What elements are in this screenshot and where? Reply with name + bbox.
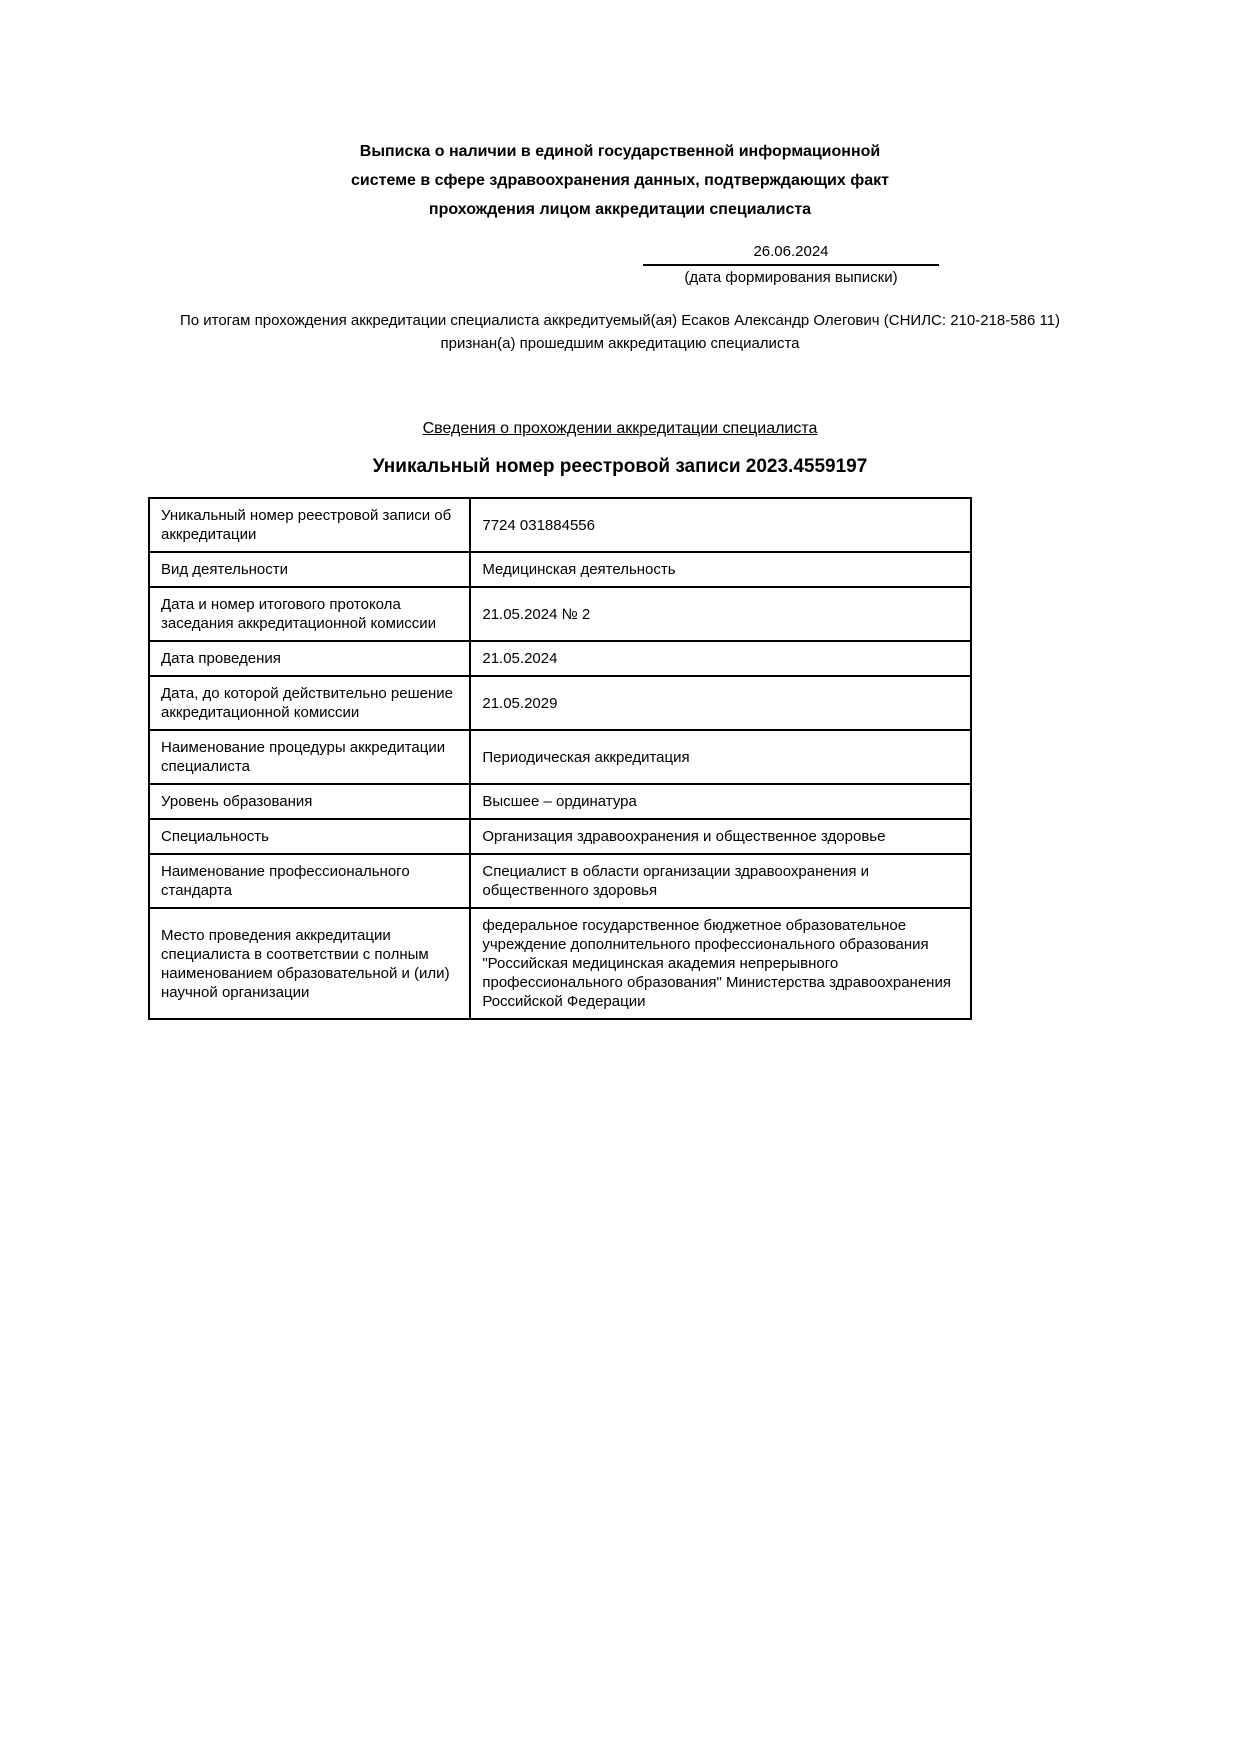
table-row bbox=[149, 552, 971, 587]
section-heading: Сведения о прохождении аккредитации специалиста bbox=[422, 420, 818, 437]
row-label: Специальность bbox=[149, 819, 470, 854]
table-row bbox=[149, 784, 971, 819]
table-row bbox=[149, 819, 971, 854]
table-row bbox=[149, 908, 971, 1019]
document-title-line: Выписка о наличии в единой государственной информационной bbox=[359, 143, 881, 160]
row-label: Вид деятельности bbox=[149, 552, 470, 587]
accreditation-table-body bbox=[149, 498, 971, 1019]
row-label: Дата и номер итогового протокола заседания аккредитационной комиссии bbox=[149, 587, 470, 641]
row-label: Дата, до которой действительно решение аккредитационной комиссии bbox=[149, 676, 470, 730]
row-label: Наименование процедуры аккредитации специалиста bbox=[149, 730, 470, 784]
table-row bbox=[149, 498, 971, 552]
row-label: Наименование профессионального стандарта bbox=[149, 854, 470, 908]
row-value: 7724 031884556 bbox=[470, 498, 971, 552]
row-value: 21.05.2024 № 2 bbox=[470, 587, 971, 641]
row-value: 21.05.2029 bbox=[470, 676, 971, 730]
row-value: Медицинская деятельность bbox=[470, 552, 971, 587]
extract-date-block bbox=[643, 243, 939, 287]
table-row bbox=[149, 730, 971, 784]
document-title bbox=[0, 137, 1240, 224]
row-label: Дата проведения bbox=[149, 641, 470, 676]
row-value: Периодическая аккредитация bbox=[470, 730, 971, 784]
row-value: Высшее – ординатура bbox=[470, 784, 971, 819]
document-title-line: прохождения лицом аккредитации специалиста bbox=[428, 201, 812, 218]
registry-number-heading: Уникальный номер реестровой записи 2023.4559197 bbox=[372, 456, 868, 477]
table-row bbox=[149, 641, 971, 676]
table-row bbox=[149, 676, 971, 730]
intro-line: признан(а) прошедшим аккредитацию специалиста bbox=[440, 335, 800, 352]
intro-paragraph bbox=[0, 309, 1240, 355]
row-label: Место проведения аккредитации специалиста в соответствии с полным наименованием образовательной и (или) научной организации bbox=[149, 908, 470, 1019]
row-value: 21.05.2024 bbox=[470, 641, 971, 676]
row-label: Уровень образования bbox=[149, 784, 470, 819]
row-value: Организация здравоохранения и общественное здоровье bbox=[470, 819, 971, 854]
extract-date-caption: (дата формирования выписки) bbox=[684, 269, 898, 286]
table-row bbox=[149, 587, 971, 641]
row-value: Специалист в области организации здравоохранения и общественного здоровья bbox=[470, 854, 971, 908]
accreditation-table bbox=[148, 497, 972, 1020]
table-row bbox=[149, 854, 971, 908]
row-label: Уникальный номер реестровой записи об аккредитации bbox=[149, 498, 470, 552]
row-value: федеральное государственное бюджетное образовательное учреждение дополнительного профессионального образования "Российская медицинская академия непрерывного профессионального образования" Министерства здравоохранения Российской Федерации bbox=[470, 908, 971, 1019]
intro-line: По итогам прохождения аккредитации специалиста аккредитуемый(ая) Есаков Александр Олегович (СНИЛС: 210-218-586 11) bbox=[179, 312, 1061, 329]
document-title-line: системе в сфере здравоохранения данных, подтверждающих факт bbox=[351, 172, 889, 189]
extract-date: 26.06.2024 bbox=[643, 243, 939, 266]
